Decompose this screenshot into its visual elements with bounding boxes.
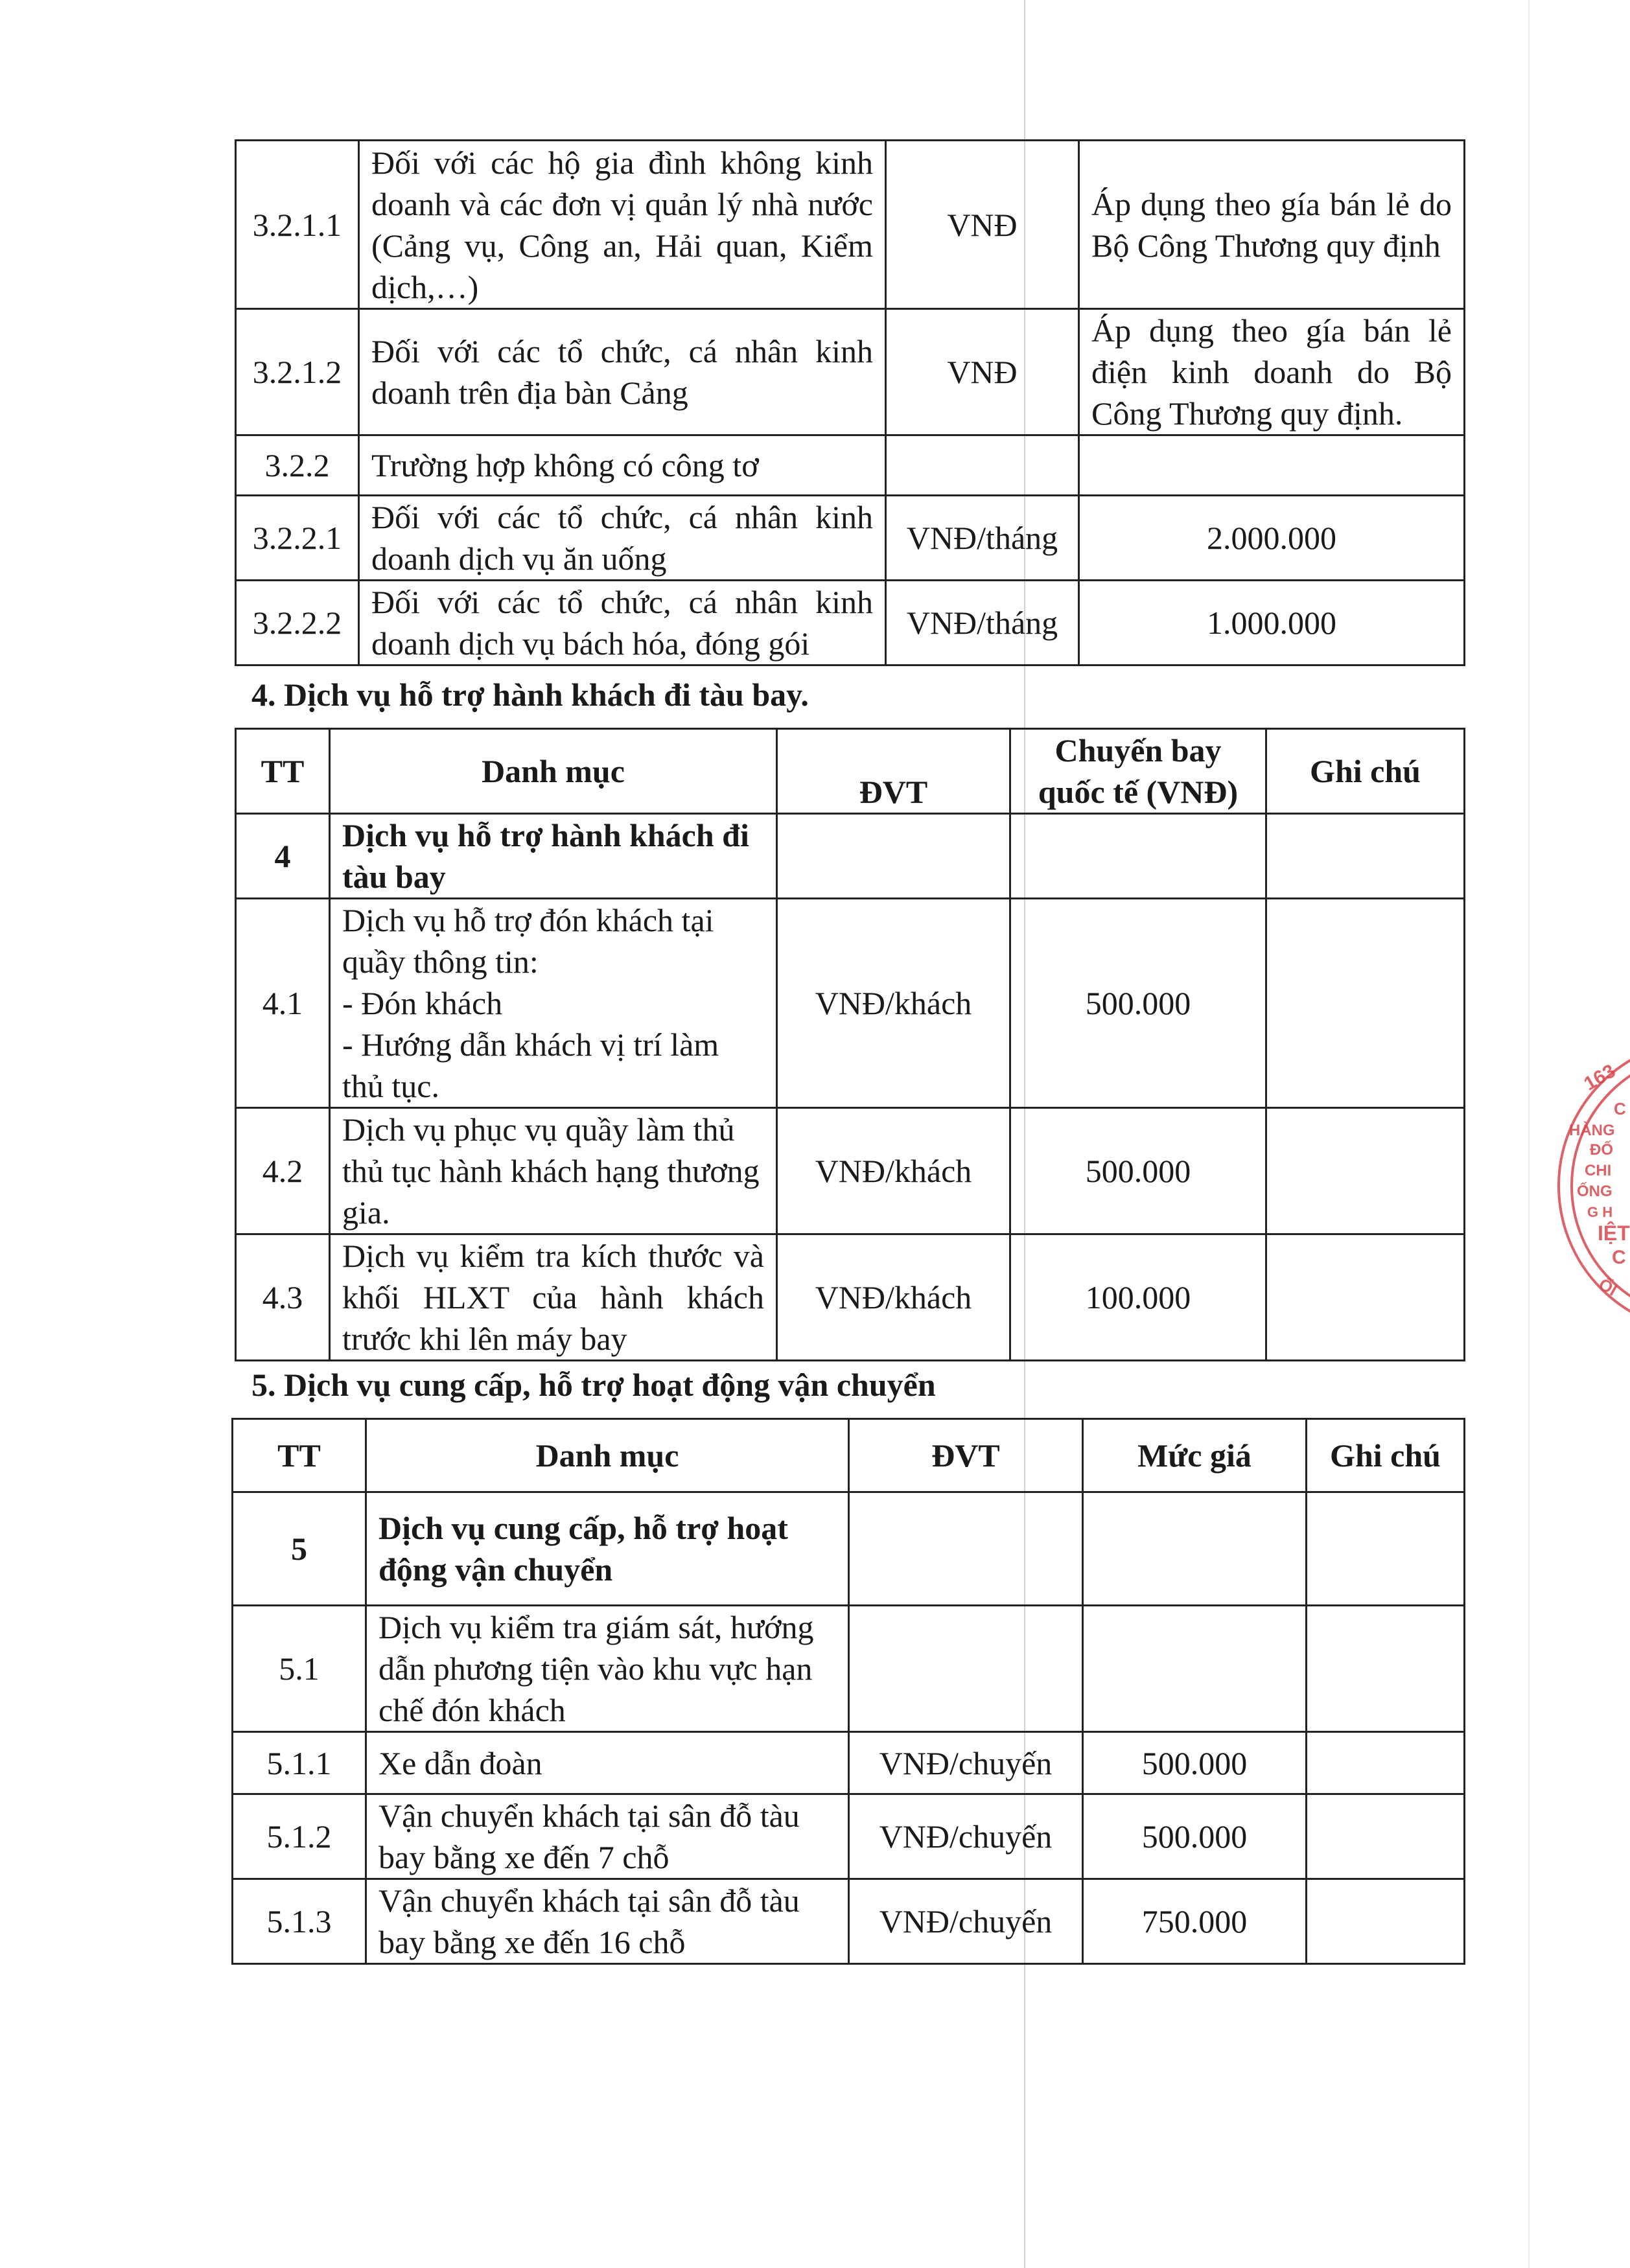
row-number: 3.2.2 [236, 435, 359, 496]
table-transport-support [231, 1418, 1465, 1965]
stamp-text: ĐỐ [1590, 1141, 1613, 1159]
item-description: Dịch vụ kiểm tra kích thước và khối HLXT của hành khách trước khi lên máy bay [330, 1234, 777, 1361]
seal-stamp [1552, 1037, 1630, 1335]
header-note: Ghi chú [1307, 1419, 1465, 1492]
price: 500.000 [1083, 1732, 1307, 1794]
table-row [236, 1234, 1465, 1361]
header-note: Ghi chú [1266, 729, 1465, 814]
unit [886, 435, 1079, 496]
stamp-text: CHI [1585, 1162, 1612, 1179]
item-description: Đối với các hộ gia đình không kinh doanh và các đơn vị quản lý nhà nước (Cảng vụ, Công an, Hải quan, Kiểm dịch,…) [359, 141, 886, 309]
table-row [233, 1732, 1465, 1794]
unit [849, 1606, 1083, 1732]
item-description [330, 899, 777, 1108]
table-row [236, 435, 1465, 496]
row-number: 5.1.1 [233, 1732, 366, 1794]
note [1307, 1606, 1465, 1732]
unit: VNĐ/chuyến [849, 1794, 1083, 1879]
table-group-row [236, 814, 1465, 899]
item-description: Vận chuyển khách tại sân đỗ tàu bay bằng xe đến 16 chỗ [366, 1879, 849, 1964]
item-description: Dịch vụ phục vụ quầy làm thủ thủ tục hành khách hạng thương gia. [330, 1108, 777, 1234]
header-tt: TT [236, 729, 330, 814]
item-line: - Hướng dẫn khách vị trí làm thủ tục. [342, 1026, 719, 1104]
table-row [236, 309, 1465, 435]
group-title: Dịch vụ cung cấp, hỗ trợ hoạt động vận chuyển [366, 1492, 849, 1606]
unit: VNĐ/tháng [886, 581, 1079, 665]
unit: VNĐ/tháng [886, 496, 1079, 581]
item-line: - Đón khách [342, 985, 503, 1021]
table-row [236, 496, 1465, 581]
unit: VNĐ/khách [777, 1234, 1010, 1361]
empty-cell [849, 1492, 1083, 1606]
price: Áp dụng theo gía bán lẻ do Bộ Công Thương quy định [1079, 141, 1465, 309]
scan-line-faint [1528, 0, 1530, 2268]
unit: VNĐ [886, 141, 1079, 309]
row-number: 5.1.3 [233, 1879, 366, 1964]
table-row [233, 1794, 1465, 1879]
group-title: Dịch vụ hỗ trợ hành khách đi tàu bay [330, 814, 777, 899]
empty-cell [1083, 1492, 1307, 1606]
stamp-text: IỆT [1598, 1221, 1630, 1245]
item-description: Dịch vụ kiểm tra giám sát, hướng dẫn phương tiện vào khu vực hạn chế đón khách [366, 1606, 849, 1732]
note [1266, 1234, 1465, 1361]
unit: VNĐ/khách [777, 1108, 1010, 1234]
table-row [236, 899, 1465, 1108]
note [1266, 1108, 1465, 1234]
unit: VNĐ [886, 309, 1079, 435]
stamp-text: ỐI [1595, 1274, 1621, 1300]
table-row [236, 581, 1465, 665]
stamp-text: G H [1587, 1204, 1613, 1220]
table-row [233, 1879, 1465, 1964]
item-description: Trường hợp không có công tơ [359, 435, 886, 496]
section-4-title: 4. Dịch vụ hỗ trợ hành khách đi tàu bay. [251, 677, 809, 713]
item-line: Dịch vụ hỗ trợ đón khách tại quầy thông tin: [342, 902, 714, 980]
table-header-row [233, 1419, 1465, 1492]
row-number: 3.2.2.2 [236, 581, 359, 665]
unit: VNĐ/khách [777, 899, 1010, 1108]
note [1266, 899, 1465, 1108]
header-price: Mức giá [1083, 1419, 1307, 1492]
price: 2.000.000 [1079, 496, 1465, 581]
stamp-text: 163 [1580, 1060, 1620, 1095]
price: 500.000 [1010, 899, 1266, 1108]
table-header-row [236, 729, 1465, 814]
price: 750.000 [1083, 1879, 1307, 1964]
unit: VNĐ/chuyến [849, 1732, 1083, 1794]
item-description: Đối với các tổ chức, cá nhân kinh doanh dịch vụ bách hóa, đóng gói [359, 581, 886, 665]
item-description: Đối với các tổ chức, cá nhân kinh doanh dịch vụ ăn uống [359, 496, 886, 581]
row-number: 5.1.2 [233, 1794, 366, 1879]
row-number: 3.2.1.1 [236, 141, 359, 309]
section-5-title: 5. Dịch vụ cung cấp, hỗ trợ hoạt động vận chuyển [251, 1367, 936, 1403]
stamp-text: ỐNG [1577, 1183, 1613, 1200]
note [1307, 1732, 1465, 1794]
header-unit: ĐVT [849, 1419, 1083, 1492]
price: 500.000 [1010, 1108, 1266, 1234]
row-number: 3.2.1.2 [236, 309, 359, 435]
price: 500.000 [1083, 1794, 1307, 1879]
empty-cell [1266, 814, 1465, 899]
table-group-row [233, 1492, 1465, 1606]
stamp-text: C [1612, 1247, 1626, 1268]
row-number: 5.1 [233, 1606, 366, 1732]
note [1307, 1879, 1465, 1964]
row-number: 4.1 [236, 899, 330, 1108]
header-unit: ĐVT [777, 729, 1010, 814]
header-tt: TT [233, 1419, 366, 1492]
row-number: 4.2 [236, 1108, 330, 1234]
price: Áp dụng theo gía bán lẻ điện kinh doanh do Bộ Công Thương quy định. [1079, 309, 1465, 435]
row-number: 3.2.2.1 [236, 496, 359, 581]
table-row [236, 141, 1465, 309]
item-description: Đối với các tổ chức, cá nhân kinh doanh trên địa bàn Cảng [359, 309, 886, 435]
price: 1.000.000 [1079, 581, 1465, 665]
unit: VNĐ/chuyến [849, 1879, 1083, 1964]
row-number: 4.3 [236, 1234, 330, 1361]
item-description: Xe dẫn đoàn [366, 1732, 849, 1794]
empty-cell [1010, 814, 1266, 899]
stamp-text: HÀNG [1569, 1122, 1615, 1139]
header-price: Chuyến bay quốc tế (VNĐ) [1010, 729, 1266, 814]
header-item: Danh mục [366, 1419, 849, 1492]
price [1083, 1606, 1307, 1732]
table-row [233, 1606, 1465, 1732]
table-electricity-prices [235, 139, 1465, 666]
empty-cell [1307, 1492, 1465, 1606]
note [1307, 1794, 1465, 1879]
table-passenger-support [235, 728, 1465, 1361]
seal-stamp-graphic [1552, 1037, 1630, 1335]
empty-cell [777, 814, 1010, 899]
stamp-text: C [1614, 1099, 1626, 1118]
header-item: Danh mục [330, 729, 777, 814]
group-number: 4 [236, 814, 330, 899]
table-row [236, 1108, 1465, 1234]
price: 100.000 [1010, 1234, 1266, 1361]
price [1079, 435, 1465, 496]
group-number: 5 [233, 1492, 366, 1606]
item-description: Vận chuyển khách tại sân đỗ tàu bay bằng xe đến 7 chỗ [366, 1794, 849, 1879]
